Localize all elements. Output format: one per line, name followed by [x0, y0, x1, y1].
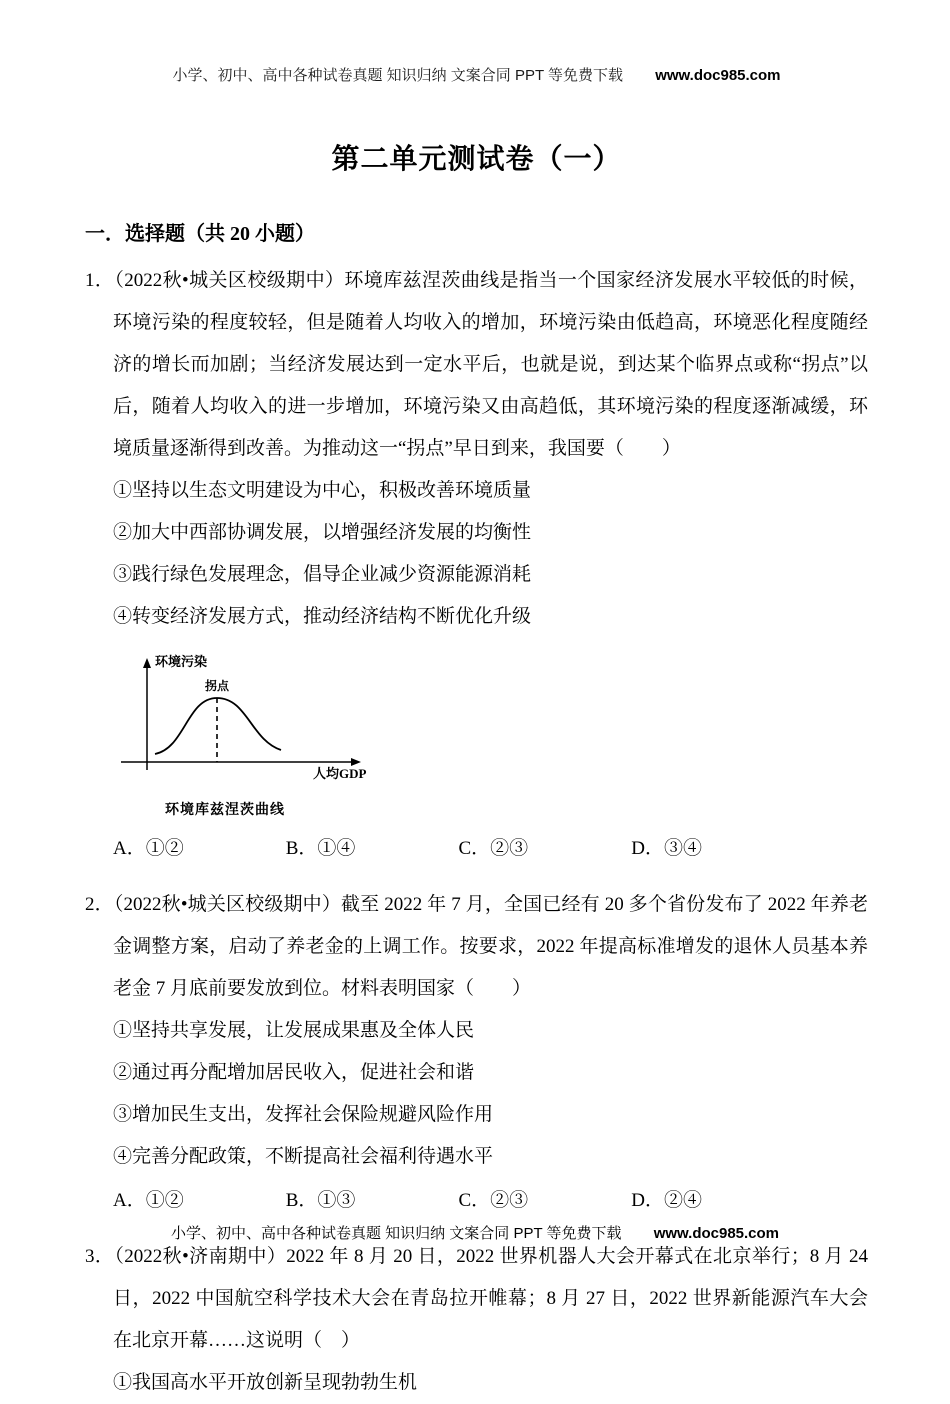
options-row: [85, 828, 868, 870]
y-axis-arrow-icon: [143, 658, 151, 668]
page-title: 第二单元测试卷（一）: [331, 144, 622, 175]
statement-item-4: ④完善分配政策，不断提高社会福利待遇水平: [113, 1146, 494, 1167]
y-axis-label: 环境污染: [155, 654, 208, 669]
option-c: C．②③: [458, 838, 529, 859]
kuznets-curve-figure: [105, 648, 868, 824]
question-number: 1．: [85, 270, 115, 291]
statement-item-2: ②通过再分配增加居民收入，促进社会和谐: [113, 1062, 475, 1083]
question-stem-text: （2022秋•城关区校级期中）环境库兹涅茨曲线是指当一个国家经济发展水平较低的时候，环境污染的程度较轻，但是随着人均收入的增加，环境污染由低趋高，环境恶化程度随经济的增长而加剧；当经济发展达到一定水平后，也就是说，到达某个临界点或称“拐点”以后，随着人均收入的进一步增加，环境污染又由高趋低，其环境污染的程度逐渐减缓，环境质量逐渐得到改善。为推动这一“拐点”早日到来，我国要（ ）: [113, 270, 868, 459]
options-row: [85, 1180, 868, 1222]
footer-site-link[interactable]: www.doc985.com: [653, 1225, 780, 1242]
question-1: [85, 260, 868, 870]
statement-item-4: ④转变经济发展方式，推动经济结构不断优化升级: [113, 606, 532, 627]
question-stem-text: （2022秋•济南期中）2022 年 8 月 20 日，2022 世界机器人大会开幕式在北京举行；8 月 24 日，2022 中国航空科学技术大会在青岛拉开帷幕；8 月 27 日，2022 世界新能源汽车大会在北京开幕……这说明（ ）: [113, 1246, 868, 1351]
option-d: D．③④: [631, 838, 702, 859]
statement-item-1: ①坚持以生态文明建设为中心，积极改善环境质量: [113, 480, 532, 501]
option-c: C．②③: [458, 1190, 529, 1211]
statement-item-3: ③增加民生支出，发挥社会保险规避风险作用: [113, 1104, 494, 1125]
inflection-point-label: 拐点: [204, 679, 230, 693]
statement-item-1: ①坚持共享发展，让发展成果惠及全体人民: [113, 1020, 475, 1041]
question-stem: [85, 1236, 868, 1362]
question-stem-text: （2022秋•城关区校级期中）截至 2022 年 7 月，全国已经有 20 多个省份发布了 2022 年养老金调整方案，启动了养老金的上调工作。按要求，2022 年提高标准增发的退休人员基本养老金 7 月底前要发放到位。材料表明国家（ ）: [113, 894, 868, 999]
header-text: 小学、初中、高中各种试卷真题 知识归纳 文案合同 PPT 等免费下载: [172, 67, 624, 84]
page-footer: [0, 1222, 950, 1243]
statement-item-3: ③践行绿色发展理念，倡导企业减少资源能源消耗: [113, 564, 532, 585]
question-2: [85, 884, 868, 1222]
question-number: 3．: [85, 1246, 115, 1267]
page-header: [85, 64, 868, 85]
option-b: B．①③: [285, 1190, 356, 1211]
option-b: B．①④: [285, 838, 356, 859]
section-heading: 一．选择题（共 20 小题）: [85, 223, 315, 245]
question-stem: [85, 260, 868, 470]
option-d: D．②④: [631, 1190, 702, 1211]
option-a: A．①②: [113, 1190, 184, 1211]
statement-item-2: ②加大中西部协调发展，以增强经济发展的均衡性: [113, 522, 532, 543]
header-site-link[interactable]: www.doc985.com: [655, 67, 781, 84]
kuznets-curve-chart: [105, 648, 385, 824]
option-a: A．①②: [113, 838, 184, 859]
kuznets-curve-line: [155, 698, 281, 754]
statement-item-1: ①我国高水平开放创新呈现勃勃生机: [113, 1372, 418, 1393]
footer-text: 小学、初中、高中各种试卷真题 知识归纳 文案合同 PPT 等免费下载: [170, 1225, 622, 1242]
question-3: [85, 1236, 868, 1404]
x-axis-arrow-icon: [351, 758, 361, 766]
x-axis-label: 人均GDP: [313, 766, 367, 781]
question-number: 2．: [85, 894, 114, 915]
question-stem: [85, 884, 868, 1010]
chart-caption: 环境库兹涅茨曲线: [165, 803, 285, 818]
